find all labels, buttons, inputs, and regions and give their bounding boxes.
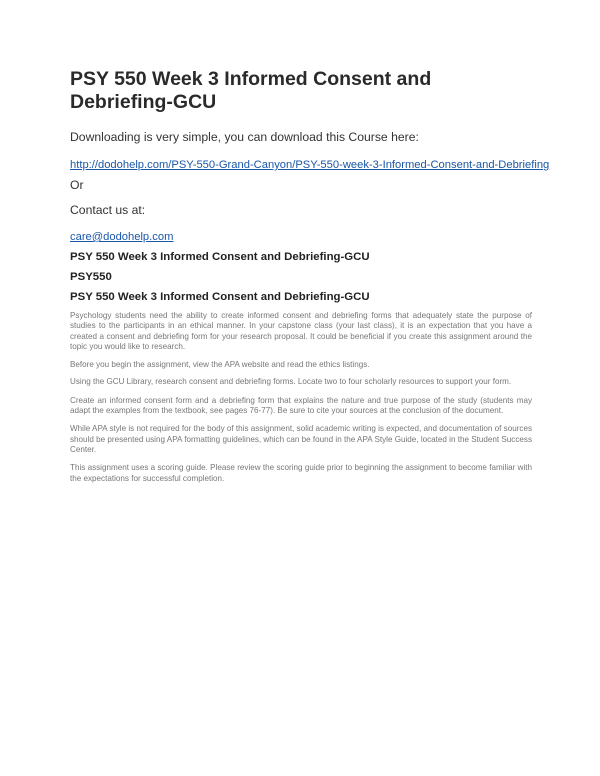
body-paragraph: While APA style is not required for the body of this assignment, solid academic writing is expected, and documentation of sources should be presented using APA formatting guidelines, which can be found in the APA Style Guide, located in the Student Success Center. bbox=[70, 424, 532, 454]
section-heading-course-code: PSY550 bbox=[70, 271, 112, 283]
body-paragraph: Before you begin the assignment, view the APA website and read the ethics listings. bbox=[70, 360, 370, 370]
or-text: Or bbox=[70, 178, 84, 192]
contact-email-link[interactable]: care@dodohelp.com bbox=[70, 231, 174, 243]
body-paragraph: Psychology students need the ability to create informed consent and debriefing forms that adequately state the purpose of studies to the participants in an ethical manner. In your capstone class (your last class), it is an expectation that you have a created a consent and debriefing form for your research proposal. It could be beneficial if you create this assignment around the topic you would like to research. bbox=[70, 311, 532, 351]
body-paragraph: Create an informed consent form and a debriefing form that explains the nature and true purpose of the study (students may adapt the examples from the textbook, see pages 76-77). Be sure to cite your sources at the conclusion of the document. bbox=[70, 395, 532, 416]
body-paragraph: This assignment uses a scoring guide. Please review the scoring guide prior to beginning the assignment to become familiar with the expectations for successful completion. bbox=[70, 463, 532, 483]
document-title: PSY 550 Week 3 Informed Consent and Debriefing-GCU bbox=[70, 68, 432, 113]
document-page bbox=[70, 68, 550, 491]
section-heading-assignment: PSY 550 Week 3 Informed Consent and Debriefing-GCU bbox=[70, 291, 370, 303]
download-intro-text: Downloading is very simple, you can download this Course here: bbox=[70, 130, 419, 144]
contact-label: Contact us at: bbox=[70, 203, 146, 217]
section-heading-course-title: PSY 550 Week 3 Informed Consent and Debriefing-GCU bbox=[70, 251, 370, 263]
course-download-link[interactable]: http://dodohelp.com/PSY-550-Grand-Canyon/PSY-550-week-3-Informed-Consent-and-Debriefing bbox=[70, 159, 550, 171]
body-paragraph: Using the GCU Library, research consent and debriefing forms. Locate two to four scholarly resources to support your form. bbox=[70, 377, 512, 387]
